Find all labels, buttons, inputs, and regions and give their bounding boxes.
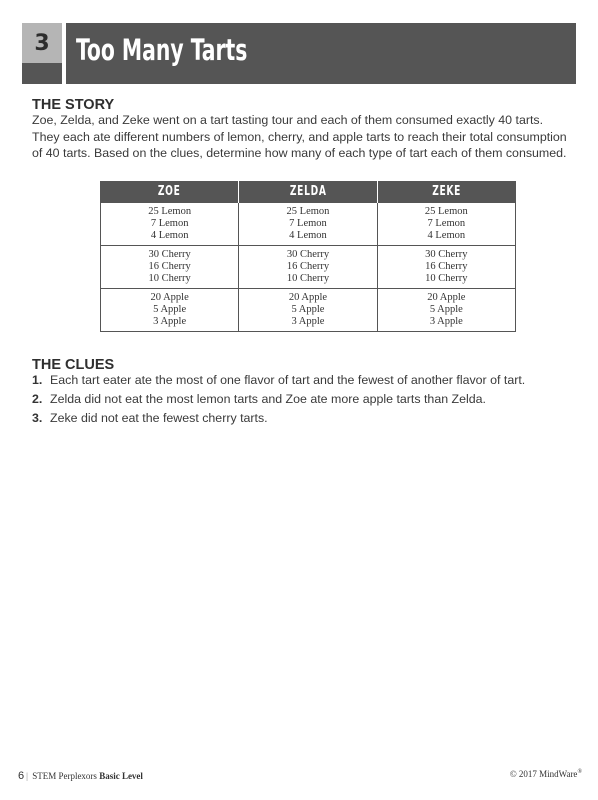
clues-list (32, 373, 572, 430)
grid-row-apple (101, 289, 516, 332)
grid-cell[interactable]: 25 Lemon 7 Lemon 4 Lemon (101, 203, 239, 246)
grid-cell[interactable]: 20 Apple 5 Apple 3 Apple (377, 289, 515, 332)
footer-left (18, 770, 143, 782)
book-level: Basic Level (99, 771, 143, 781)
banner-divider (62, 23, 66, 84)
clues-heading: THE CLUES (32, 357, 115, 373)
page-title: Too Many Tarts (76, 33, 248, 67)
grid-cell[interactable]: 25 Lemon 7 Lemon 4 Lemon (377, 203, 515, 246)
clue-text: Zeke did not eat the fewest cherry tarts. (50, 411, 268, 425)
column-header-zeke: ZEKE (377, 181, 515, 203)
grid-header-row (101, 181, 516, 203)
grid-cell[interactable]: 25 Lemon 7 Lemon 4 Lemon (239, 203, 377, 246)
grid-cell[interactable]: 20 Apple 5 Apple 3 Apple (101, 289, 239, 332)
grid-cell[interactable]: 30 Cherry 16 Cherry 10 Cherry (377, 246, 515, 289)
copyright: © 2017 MindWare® (509, 769, 582, 779)
grid-row-cherry (101, 246, 516, 289)
clue-text: Zelda did not eat the most lemon tarts and Zoe ate more apple tarts than Zelda. (50, 392, 486, 406)
column-header-zelda: ZELDA (239, 181, 377, 203)
footer-separator: | (26, 771, 28, 781)
grid-row-lemon (101, 203, 516, 246)
page-number: 6 (18, 770, 25, 782)
story-heading: THE STORY (32, 97, 115, 113)
puzzle-number-underlay (22, 63, 62, 84)
story-text: Zoe, Zelda, and Zeke went on a tart tasting tour and each of them consumed exactly 40 tarts. They each ate different numbers of lemon, cherry, and apple tarts to reach their total consumption of 40 tarts. Based on the clues, determine how many of each type of tart each of them consumed. (32, 113, 567, 160)
logic-grid (100, 181, 516, 332)
book-title: STEM Perplexors (32, 771, 97, 781)
clue-item (32, 392, 572, 411)
grid-cell[interactable]: 30 Cherry 16 Cherry 10 Cherry (239, 246, 377, 289)
clue-number: 1. (32, 373, 43, 387)
grid-cell[interactable]: 30 Cherry 16 Cherry 10 Cherry (101, 246, 239, 289)
clue-item (32, 411, 572, 430)
registered-mark: ® (577, 769, 582, 775)
column-header-zoe: ZOE (101, 181, 239, 203)
clue-text: Each tart eater ate the most of one flavor of tart and the fewest of another flavor of tart. (50, 373, 526, 387)
clue-number: 3. (32, 411, 43, 425)
puzzle-number: 3 (22, 23, 62, 63)
grid-cell[interactable]: 20 Apple 5 Apple 3 Apple (239, 289, 377, 332)
clue-number: 2. (32, 392, 43, 406)
clue-item (32, 373, 572, 392)
